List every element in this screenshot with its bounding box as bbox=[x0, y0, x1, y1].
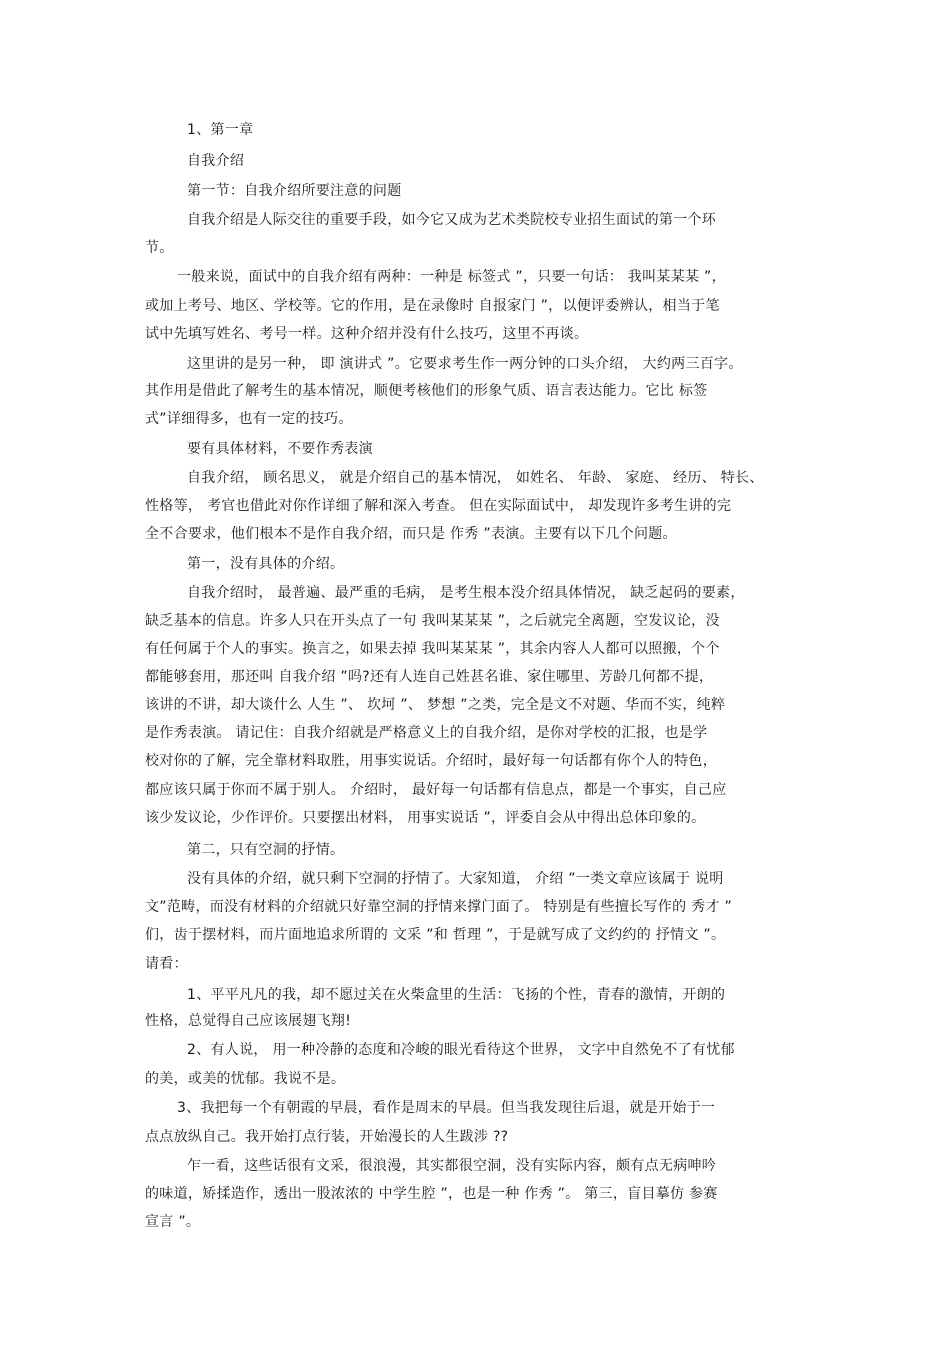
text-line: 试中先填写姓名、考号一样。这种介绍并没有什么技巧，这里不再谈。 bbox=[145, 326, 589, 342]
text-line: 的味道，矫揉造作，透出一股浓浓的 中学生腔 ”，也是一种 作秀 ”。 第三，盲目摹仿 参赛 bbox=[145, 1186, 718, 1202]
example-3: 3、我把每一个有朝霞的早晨，看作是周末的早晨。但当我发现往后退，就是开始于一 bbox=[177, 1100, 716, 1116]
text-line: 一般来说，面试中的自我介绍有两种：一种是 标签式 ”，只要一句话： 我叫某某某 ”， bbox=[177, 269, 726, 285]
text-line: 该讲的不讲，却大谈什么 人生 ”、 坎坷 ”、 梦想 ”之类，完全是文不对题、华而不实，纯粹 bbox=[145, 697, 726, 713]
text-line: 请看： bbox=[145, 956, 188, 972]
text-line: 都应该只属于你而不属于别人。 介绍时， 最好每一句话都有信息点，都是一个事实，自己应 bbox=[145, 782, 727, 798]
text-line: 其作用是借此了解考生的基本情况，顺便考核他们的形象气质、语言表达能力。它比 标签 bbox=[145, 383, 708, 399]
text-line: 性格等， 考官也借此对你作详细了解和深入考查。 但在实际面试中， 却发现许多考生讲的完 bbox=[145, 498, 732, 514]
text-line: 节。 bbox=[145, 240, 174, 256]
text-line: 有任何属于个人的事实。换言之，如果去掉 我叫某某某 ”，其余内容人人都可以照搬，个个 bbox=[145, 641, 720, 657]
text-line: 全不合要求，他们根本不是作自我介绍，而只是 作秀 ”表演。主要有以下几个问题。 bbox=[145, 526, 677, 542]
text-line: 自我介绍是人际交往的重要手段，如今它又成为艺术类院校专业招生面试的第一个环 bbox=[187, 212, 717, 228]
subheading: 第一，没有具体的介绍。 bbox=[187, 556, 345, 572]
text-line: 们，齿于摆材料，而片面地追求所谓的 文采 ”和 哲理 ”，于是就写成了文约约的 抒情文 ”。 bbox=[145, 927, 726, 943]
text-line: 自我介绍， 顾名思义， 就是介绍自己的基本情况， 如姓名、 年龄、 家庭、 经历、 特长、 bbox=[187, 470, 764, 486]
text-line: 都能够套用，那还叫 自我介绍 ”吗?还有人连自己姓甚名谁、家住哪里、芳龄几何都不提， bbox=[145, 669, 714, 685]
example-1: 1、平平凡凡的我，却不愿过关在火柴盒里的生活：飞扬的个性，青春的激情，开朗的 bbox=[187, 987, 726, 1003]
subheading: 要有具体材料，不要作秀表演 bbox=[187, 441, 373, 457]
subsection-title: 第一节：自我介绍所要注意的问题 bbox=[187, 183, 402, 199]
text-line: 性格，总觉得自己应该展翅飞翔! bbox=[145, 1013, 352, 1029]
text-line: 没有具体的介绍，就只剩下空洞的抒情了。大家知道， 介绍 ”一类文章应该属于 说明 bbox=[187, 871, 724, 887]
subheading: 第二，只有空洞的抒情。 bbox=[187, 842, 345, 858]
text-line: 的美，或美的忧郁。我说不是。 bbox=[145, 1071, 346, 1087]
text-line: 该少发议论，少作评价。只要摆出材料， 用事实说话 ”，评委自会从中得出总体印象的。 bbox=[145, 810, 706, 826]
text-line: 乍一看，这些话很有文采，很浪漫，其实都很空洞，没有实际内容，颇有点无病呻吟 bbox=[187, 1158, 717, 1174]
text-line: 这里讲的是另一种， 即 演讲式 ”。它要求考生作一两分钟的口头介绍， 大约两三百字。 bbox=[187, 356, 743, 372]
chapter-heading: 1、第一章 bbox=[187, 122, 254, 138]
text-line: 式”详细得多，也有一定的技巧。 bbox=[145, 411, 353, 427]
example-2: 2、有人说， 用一种冷静的态度和冷峻的眼光看待这个世界， 文字中自然免不了有忧郁 bbox=[187, 1042, 735, 1058]
text-line: 文”范畴，而没有材料的介绍就只好靠空洞的抒情来撑门面了。 特别是有些擅长写作的 秀才 ” bbox=[145, 899, 733, 915]
text-line: 自我介绍时， 最普遍、最严重的毛病， 是考生根本没介绍具体情况， 缺乏起码的要素， bbox=[187, 585, 745, 601]
text-line: 缺乏基本的信息。许多人只在开头点了一句 我叫某某某 ”，之后就完全离题，空发议论，没 bbox=[145, 613, 720, 629]
text-line: 是作秀表演。 请记住：自我介绍就是严格意义上的自我介绍，是你对学校的汇报，也是学 bbox=[145, 725, 708, 741]
text-line: 宣言 ”。 bbox=[145, 1214, 201, 1230]
text-line: 校对你的了解，完全靠材料取胜，用事实说话。介绍时，最好每一句话都有你个人的特色， bbox=[145, 753, 717, 769]
text-line: 或加上考号、地区、学校等。它的作用，是在录像时 自报家门 ”，以便评委辨认，相当于笔 bbox=[145, 298, 720, 314]
section-title: 自我介绍 bbox=[187, 153, 245, 169]
text-line: 点点放纵自己。我开始打点行装，开始漫长的人生跋涉 ?? bbox=[145, 1129, 509, 1145]
